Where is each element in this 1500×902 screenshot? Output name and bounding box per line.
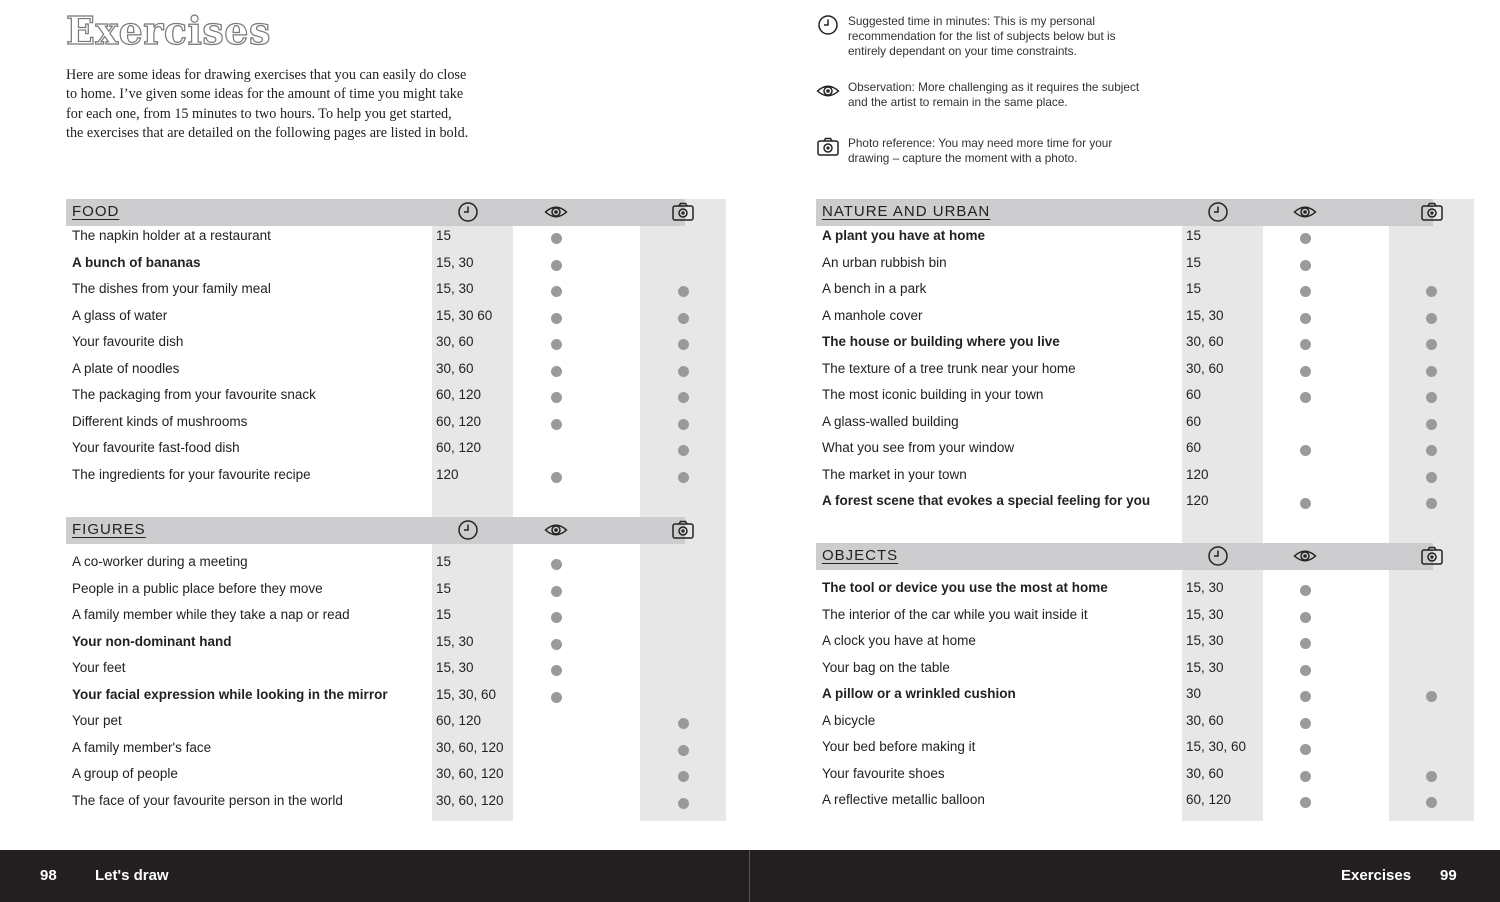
intro-paragraph: Here are some ideas for drawing exercises that you can easily do close to home. I’ve given some ideas for the amount of time you might take for each one, from 15 minutes to two hours. To help you get started, the exercises that are detailed on the following pages are listed in bold. <box>66 67 469 141</box>
observation-dot <box>551 639 562 650</box>
exercise-label: Your facial expression while looking in the mirror <box>72 686 388 702</box>
suggested-time: 60, 120 <box>436 440 482 455</box>
exercise-label: A bunch of bananas <box>72 254 201 270</box>
photo-reference-dot <box>678 339 689 350</box>
suggested-time: 120 <box>436 466 459 482</box>
legend-time <box>816 14 1156 59</box>
photo-reference-dot <box>1426 286 1437 297</box>
left-running-title: Let's draw <box>95 867 169 884</box>
objects-table-title: OBJECTS <box>822 547 899 564</box>
observation-dot <box>1300 744 1311 755</box>
exercise-label: A forest scene that evokes a special feeling for you <box>822 493 1151 508</box>
suggested-time: 15 <box>436 554 452 569</box>
table-row <box>66 252 685 279</box>
suggested-time: 15, 30 <box>1186 307 1224 323</box>
suggested-time: 15, 30 <box>1186 633 1224 648</box>
suggested-time: 15, 30 <box>436 660 474 675</box>
observation-dot <box>551 392 562 403</box>
figures-table-title: FIGURES <box>72 521 146 538</box>
observation-dot <box>551 692 562 703</box>
photo-reference-dot <box>1426 498 1437 509</box>
observation-dot <box>1300 718 1311 729</box>
table-row <box>66 225 685 252</box>
observation-dot <box>1300 392 1311 403</box>
photo-reference-dot <box>678 366 689 377</box>
photo-reference-dot <box>1426 366 1437 377</box>
suggested-time: 60, 120 <box>1186 792 1232 807</box>
observation-dot <box>1300 797 1311 808</box>
observation-dot <box>1300 612 1311 623</box>
suggested-time: 60, 120 <box>436 413 482 429</box>
observation-dot <box>1300 665 1311 676</box>
photo-reference-dot <box>678 718 689 729</box>
table-row <box>66 411 685 438</box>
spine-divider <box>749 850 750 902</box>
table-row <box>66 551 685 578</box>
legend-observation <box>816 80 1156 110</box>
suggested-time: 60, 120 <box>436 387 482 402</box>
observation-dot <box>551 472 562 483</box>
table-row <box>66 631 685 658</box>
table-row <box>66 437 685 464</box>
camera-icon <box>1420 545 1444 567</box>
suggested-time: 120 <box>1186 493 1209 508</box>
exercise-label: Your non-dominant hand <box>72 633 232 649</box>
suggested-time: 15, 30, 60 <box>1186 739 1247 754</box>
table-row <box>66 278 685 305</box>
table-row <box>66 737 685 764</box>
observation-dot <box>1300 286 1311 297</box>
eye-icon <box>1293 545 1317 567</box>
clock-icon <box>1206 201 1230 223</box>
right-page-number: 99 <box>1440 867 1457 884</box>
observation-dot <box>551 612 562 623</box>
table-row <box>66 384 685 411</box>
exercise-label: A bench in a park <box>822 281 927 296</box>
suggested-time: 60, 120 <box>436 713 482 728</box>
clock-icon <box>456 201 480 223</box>
figures-table <box>66 517 685 821</box>
suggested-time: 15 <box>1186 228 1202 243</box>
camera-icon <box>671 519 695 541</box>
observation-dot <box>551 339 562 350</box>
clock-icon <box>456 519 480 541</box>
observation-dot <box>1300 233 1311 244</box>
table-row <box>816 278 1433 305</box>
exercise-label: A family member while they take a nap or read <box>72 607 350 622</box>
legend-photo <box>816 136 1156 166</box>
exercise-label: People in a public place before they move <box>72 580 323 596</box>
photo-reference-dot <box>678 286 689 297</box>
camera-icon <box>816 136 840 158</box>
table-row <box>816 331 1433 358</box>
table-row <box>816 763 1433 790</box>
observation-dot <box>1300 691 1311 702</box>
table-row <box>816 305 1433 332</box>
camera-icon <box>1420 201 1444 223</box>
suggested-time: 60 <box>1186 387 1202 402</box>
suggested-time: 15, 30 60 <box>436 307 493 323</box>
exercise-label: The dishes from your family meal <box>72 281 271 296</box>
exercise-label: A group of people <box>72 766 178 781</box>
table-row <box>66 710 685 737</box>
clock-icon <box>1206 545 1230 567</box>
photo-reference-dot <box>678 771 689 782</box>
legend-observation-text: Observation: More challenging as it requires the subject and the artist to remain in the same place. <box>848 80 1140 109</box>
observation-dot <box>1300 585 1311 596</box>
exercise-label: A reflective metallic balloon <box>822 792 985 807</box>
observation-dot <box>551 286 562 297</box>
clock-icon <box>816 14 840 36</box>
photo-reference-dot <box>1426 472 1437 483</box>
table-row <box>816 464 1433 491</box>
table-row <box>816 789 1433 816</box>
exercise-label: A plant you have at home <box>822 228 986 243</box>
exercise-label: An urban rubbish bin <box>822 254 947 270</box>
exercise-label: The house or building where you live <box>822 334 1060 349</box>
page-footer <box>0 850 1500 902</box>
page-title: Exercises <box>66 8 271 53</box>
right-running-title: Exercises <box>1341 867 1412 884</box>
suggested-time: 30, 60, 120 <box>436 739 504 755</box>
exercise-label: A manhole cover <box>822 307 923 323</box>
food-table-title: FOOD <box>72 203 120 220</box>
table-row <box>816 384 1433 411</box>
suggested-time: 15 <box>1186 281 1202 296</box>
exercise-label: The interior of the car while you wait inside it <box>822 606 1088 622</box>
camera-icon <box>671 201 695 223</box>
exercise-label: A co-worker during a meeting <box>72 554 248 569</box>
suggested-time: 30, 60 <box>436 334 474 349</box>
observation-dot <box>1300 313 1311 324</box>
exercise-label: Your favourite shoes <box>822 765 945 781</box>
observation-dot <box>551 419 562 430</box>
suggested-time: 30, 60 <box>1186 765 1224 781</box>
exercise-label: The packaging from your favourite snack <box>72 387 316 402</box>
suggested-time: 15 <box>436 228 452 243</box>
exercise-label: A pillow or a wrinkled cushion <box>822 686 1016 701</box>
exercise-label: Different kinds of mushrooms <box>72 413 248 429</box>
observation-dot <box>551 260 562 271</box>
photo-reference-dot <box>678 472 689 483</box>
suggested-time: 15, 30, 60 <box>436 686 497 702</box>
exercise-label: The ingredients for your favourite recipe <box>72 466 311 482</box>
table-row <box>66 657 685 684</box>
photo-reference-dot <box>678 313 689 324</box>
table-row <box>816 604 1433 631</box>
table-row <box>816 683 1433 710</box>
photo-reference-dot <box>1426 419 1437 430</box>
eye-icon <box>544 519 568 541</box>
exercise-label: Your feet <box>72 660 126 675</box>
observation-dot <box>551 233 562 244</box>
exercise-label: A glass of water <box>72 307 168 323</box>
table-row <box>66 763 685 790</box>
photo-reference-dot <box>1426 797 1437 808</box>
table-row <box>816 490 1433 517</box>
eye-icon <box>1293 201 1317 223</box>
photo-reference-dot <box>1426 339 1437 350</box>
left-page-number: 98 <box>40 867 57 884</box>
observation-dot <box>551 366 562 377</box>
exercise-label: Your favourite dish <box>72 334 184 349</box>
exercise-label: A plate of noodles <box>72 360 180 376</box>
observation-dot <box>1300 445 1311 456</box>
suggested-time: 30, 60, 120 <box>436 766 504 781</box>
suggested-time: 15 <box>436 580 452 596</box>
suggested-time: 30, 60, 120 <box>436 792 504 808</box>
photo-reference-dot <box>1426 313 1437 324</box>
photo-reference-dot <box>678 392 689 403</box>
table-row <box>816 437 1433 464</box>
suggested-time: 60 <box>1186 413 1202 429</box>
observation-dot <box>1300 498 1311 509</box>
suggested-time: 15, 30 <box>436 254 474 270</box>
suggested-time: 30, 60 <box>1186 360 1224 376</box>
table-row <box>66 331 685 358</box>
observation-dot <box>551 313 562 324</box>
exercise-label: A glass-walled building <box>822 413 959 429</box>
photo-reference-dot <box>678 445 689 456</box>
suggested-time: 30, 60 <box>1186 334 1224 349</box>
photo-reference-dot <box>1426 445 1437 456</box>
observation-dot <box>1300 771 1311 782</box>
suggested-time: 30 <box>1186 686 1202 701</box>
observation-dot <box>551 586 562 597</box>
nature-table-title: NATURE AND URBAN <box>822 203 991 220</box>
food-table-header <box>66 199 685 226</box>
observation-dot <box>1300 638 1311 649</box>
legend-photo-text: Photo reference: You may need more time for your drawing – capture the moment with a photo. <box>848 136 1113 165</box>
table-row <box>816 657 1433 684</box>
observation-dot <box>551 665 562 676</box>
legend-time-text: Suggested time in minutes: This is my personal recommendation for the list of subjects below but is entirely dependant on your time constraints. <box>848 14 1116 58</box>
observation-dot <box>1300 366 1311 377</box>
exercise-label: The market in your town <box>822 466 967 482</box>
suggested-time: 15, 30 <box>1186 659 1224 675</box>
suggested-time: 15, 30 <box>436 633 474 649</box>
suggested-time: 30, 60 <box>1186 712 1224 728</box>
photo-reference-dot <box>1426 771 1437 782</box>
figures-table-header <box>66 517 685 544</box>
exercise-label: Your bed before making it <box>822 739 976 754</box>
suggested-time: 60 <box>1186 440 1202 455</box>
eye-icon <box>544 201 568 223</box>
suggested-time: 15 <box>436 607 452 622</box>
exercise-label: The napkin holder at a restaurant <box>72 228 271 243</box>
observation-dot <box>1300 339 1311 350</box>
observation-dot <box>551 559 562 570</box>
table-row <box>816 710 1433 737</box>
exercise-label: What you see from your window <box>822 440 1015 455</box>
table-row <box>66 358 685 385</box>
table-row <box>66 464 685 491</box>
exercise-label: Your favourite fast-food dish <box>72 440 240 455</box>
table-row <box>66 684 685 711</box>
observation-dot <box>1300 260 1311 271</box>
table-row <box>816 577 1433 604</box>
exercise-label: A bicycle <box>822 712 876 728</box>
table-row <box>816 358 1433 385</box>
exercise-label: The tool or device you use the most at home <box>822 580 1108 595</box>
table-row <box>816 225 1433 252</box>
eye-icon <box>816 80 840 102</box>
exercise-label: The most iconic building in your town <box>822 387 1044 402</box>
photo-reference-dot <box>678 798 689 809</box>
suggested-time: 120 <box>1186 466 1209 482</box>
table-row <box>66 305 685 332</box>
objects-table-header <box>816 543 1433 570</box>
suggested-time: 15, 30 <box>1186 580 1224 595</box>
suggested-time: 30, 60 <box>436 360 474 376</box>
table-row <box>66 790 685 817</box>
table-row <box>816 411 1433 438</box>
photo-reference-dot <box>678 419 689 430</box>
exercise-label: The texture of a tree trunk near your home <box>822 360 1076 376</box>
objects-table <box>816 543 1433 821</box>
suggested-time: 15, 30 <box>1186 606 1224 622</box>
table-row <box>816 252 1433 279</box>
suggested-time: 15 <box>1186 254 1202 270</box>
exercise-label: A family member's face <box>72 739 212 755</box>
exercise-label: Your bag on the table <box>822 659 950 675</box>
exercise-label: Your pet <box>72 713 122 728</box>
photo-reference-dot <box>1426 392 1437 403</box>
photo-reference-dot <box>1426 691 1437 702</box>
photo-reference-dot <box>678 745 689 756</box>
exercise-label: A clock you have at home <box>822 633 976 648</box>
table-row <box>66 578 685 605</box>
exercise-label: The face of your favourite person in the world <box>72 792 343 808</box>
table-row <box>816 630 1433 657</box>
table-row <box>816 736 1433 763</box>
nature-table-header <box>816 199 1433 226</box>
table-row <box>66 604 685 631</box>
suggested-time: 15, 30 <box>436 281 474 296</box>
